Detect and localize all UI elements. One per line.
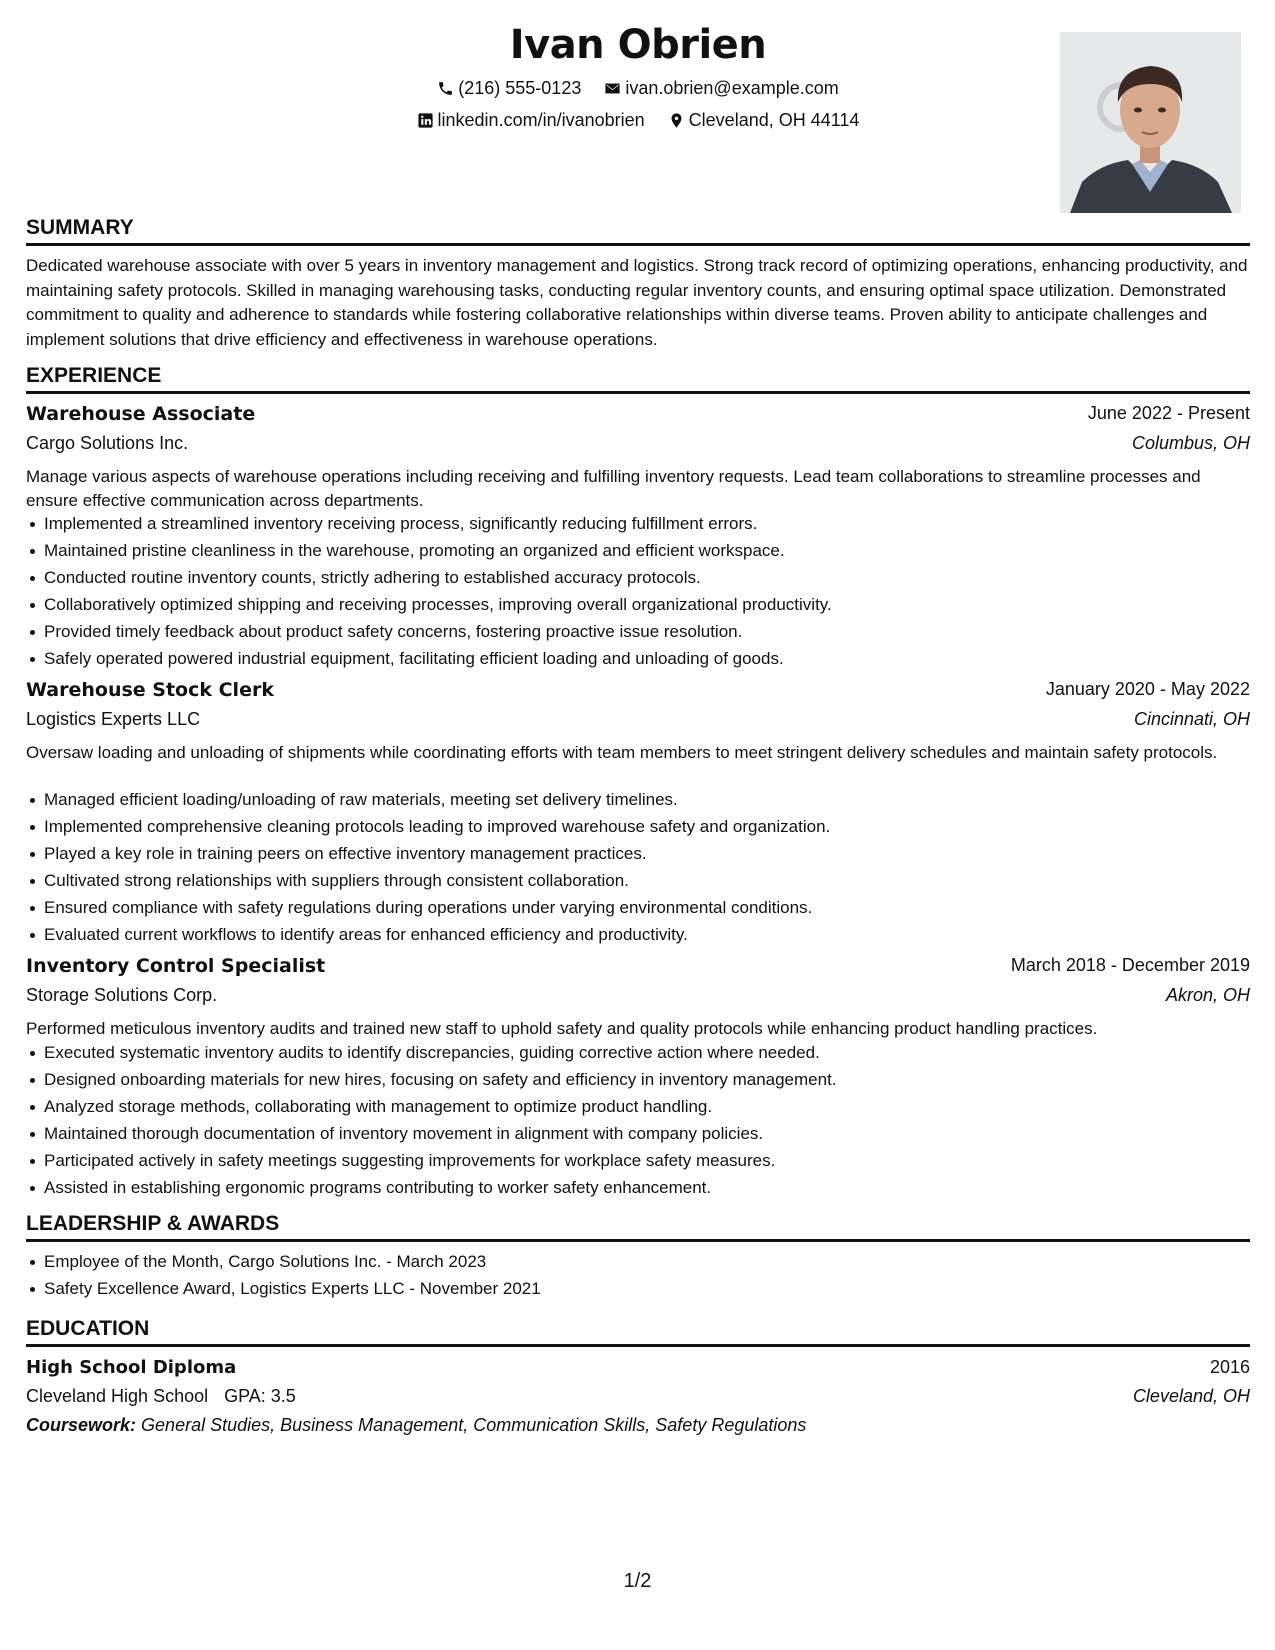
list-item: Designed onboarding materials for new hires, focusing on safety and efficiency in inventory management.	[44, 1068, 1268, 1095]
job-description: Performed meticulous inventory audits and trained new staff to uphold safety and quality protocols while enhancing product handling practices.	[26, 1019, 1098, 1038]
job-company: Storage Solutions Corp.	[26, 985, 218, 1005]
leadership-heading: LEADERSHIP & AWARDS	[26, 1212, 1250, 1242]
phone-icon	[437, 80, 454, 97]
job-title: Inventory Control Specialist	[26, 955, 326, 977]
summary-text: Dedicated warehouse associate with over 5 years in inventory management and logistics. Strong track record of optimizing operations, enhancing productivity, and maintaining safety protocols. Skilled in managing warehousing tasks, conducting regular inventory counts, and ensuring optimal space utilization. Demonstrated commitment to quality and adherence to standards while fostering collaborative relationships within diverse teams. Proven ability to anticipate challenges and implement solutions that drive efficiency and effectiveness in warehouse operations.	[26, 256, 1248, 349]
job-company: Cargo Solutions Inc.	[26, 433, 189, 453]
email-text[interactable]: ivan.obrien@example.com	[625, 78, 839, 98]
job-company: Logistics Experts LLC	[26, 709, 201, 729]
job-title: Warehouse Stock Clerk	[26, 679, 274, 701]
list-item: Cultivated strong relationships with suppliers through consistent collaboration.	[44, 869, 1268, 896]
job-bullets	[26, 1041, 1268, 1203]
job-description: Manage various aspects of warehouse operations including receiving and fulfilling inventory requests. Lead team collaborations to streamline processes and ensure effective communication across departments.	[26, 467, 1201, 510]
job-title: Warehouse Associate	[26, 403, 256, 425]
job-bullets	[26, 788, 1268, 950]
gpa-text: GPA: 3.5	[224, 1386, 296, 1406]
resume-page	[26, 0, 1250, 1650]
summary-heading: SUMMARY	[26, 216, 1250, 246]
list-item: Implemented comprehensive cleaning protocols leading to improved warehouse safety and organization.	[44, 815, 1268, 842]
linkedin-text[interactable]: linkedin.com/in/ivanobrien	[437, 110, 645, 130]
job-bullets	[26, 512, 1268, 674]
contact-phone	[437, 78, 581, 99]
list-item: Safely operated powered industrial equipment, facilitating efficient loading and unloading of goods.	[44, 647, 1268, 674]
list-item: Conducted routine inventory counts, strictly adhering to established accuracy protocols.	[44, 566, 1268, 593]
list-item: Participated actively in safety meetings suggesting improvements for workplace safety measures.	[44, 1149, 1268, 1176]
list-item: Ensured compliance with safety regulations during operations under varying environmental conditions.	[44, 896, 1268, 923]
coursework-label: Coursework:	[26, 1415, 137, 1435]
list-item: Executed systematic inventory audits to identify discrepancies, guiding corrective action where needed.	[44, 1041, 1268, 1068]
location-text: Cleveland, OH 44114	[688, 110, 860, 130]
list-item: Implemented a streamlined inventory receiving process, significantly reducing fulfillment errors.	[44, 512, 1268, 539]
candidate-name: Ivan Obrien	[509, 22, 767, 68]
map-pin-icon	[668, 112, 685, 129]
contact-linkedin[interactable]	[417, 110, 645, 131]
page-number: 1/2	[623, 1570, 652, 1592]
list-item: Assisted in establishing ergonomic programs contributing to worker safety enhancement.	[44, 1176, 1268, 1203]
experience-heading: EXPERIENCE	[26, 364, 1250, 394]
linkedin-icon	[417, 112, 434, 129]
job-location: Columbus, OH	[1131, 433, 1250, 453]
degree-title: High School Diploma	[26, 1357, 237, 1378]
job-dates: June 2022 - Present	[1087, 403, 1250, 423]
education-heading: EDUCATION	[26, 1317, 1250, 1347]
portrait-image	[1060, 32, 1241, 213]
leadership-list	[26, 1250, 1268, 1304]
list-item: Employee of the Month, Cargo Solutions Inc. - March 2023	[44, 1250, 1268, 1277]
contact-email[interactable]	[604, 78, 838, 99]
envelope-icon	[604, 80, 621, 97]
resume-header	[26, 22, 1250, 222]
school-name: Cleveland High School	[26, 1386, 209, 1406]
coursework-text: General Studies, Business Management, Communication Skills, Safety Regulations	[141, 1415, 807, 1435]
job-dates: January 2020 - May 2022	[1045, 679, 1250, 699]
coursework-line	[26, 1415, 806, 1436]
list-item: Evaluated current workflows to identify areas for enhanced efficiency and productivity.	[44, 923, 1268, 950]
job-description: Oversaw loading and unloading of shipments while coordinating efforts with team members to meet stringent delivery schedules and maintain safety protocols.	[26, 743, 1218, 762]
graduation-year: 2016	[1209, 1357, 1250, 1377]
contact-location	[668, 110, 860, 131]
phone-text: (216) 555-0123	[458, 78, 582, 98]
list-item: Safety Excellence Award, Logistics Experts LLC - November 2021	[44, 1277, 1268, 1304]
job-location: Cincinnati, OH	[1133, 709, 1250, 729]
school-location: Cleveland, OH	[1132, 1386, 1250, 1406]
list-item: Provided timely feedback about product safety concerns, fostering proactive issue resolution.	[44, 620, 1268, 647]
list-item: Maintained thorough documentation of inventory movement in alignment with company policies.	[44, 1122, 1268, 1149]
school-line	[26, 1386, 296, 1407]
profile-photo	[1060, 32, 1241, 213]
list-item: Maintained pristine cleanliness in the warehouse, promoting an organized and efficient workspace.	[44, 539, 1268, 566]
list-item: Analyzed storage methods, collaborating with management to optimize product handling.	[44, 1095, 1268, 1122]
job-location: Akron, OH	[1165, 985, 1250, 1005]
list-item: Collaboratively optimized shipping and receiving processes, improving overall organizational productivity.	[44, 593, 1268, 620]
job-dates: March 2018 - December 2019	[1010, 955, 1250, 975]
list-item: Played a key role in training peers on effective inventory management practices.	[44, 842, 1268, 869]
list-item: Managed efficient loading/unloading of raw materials, meeting set delivery timelines.	[44, 788, 1268, 815]
